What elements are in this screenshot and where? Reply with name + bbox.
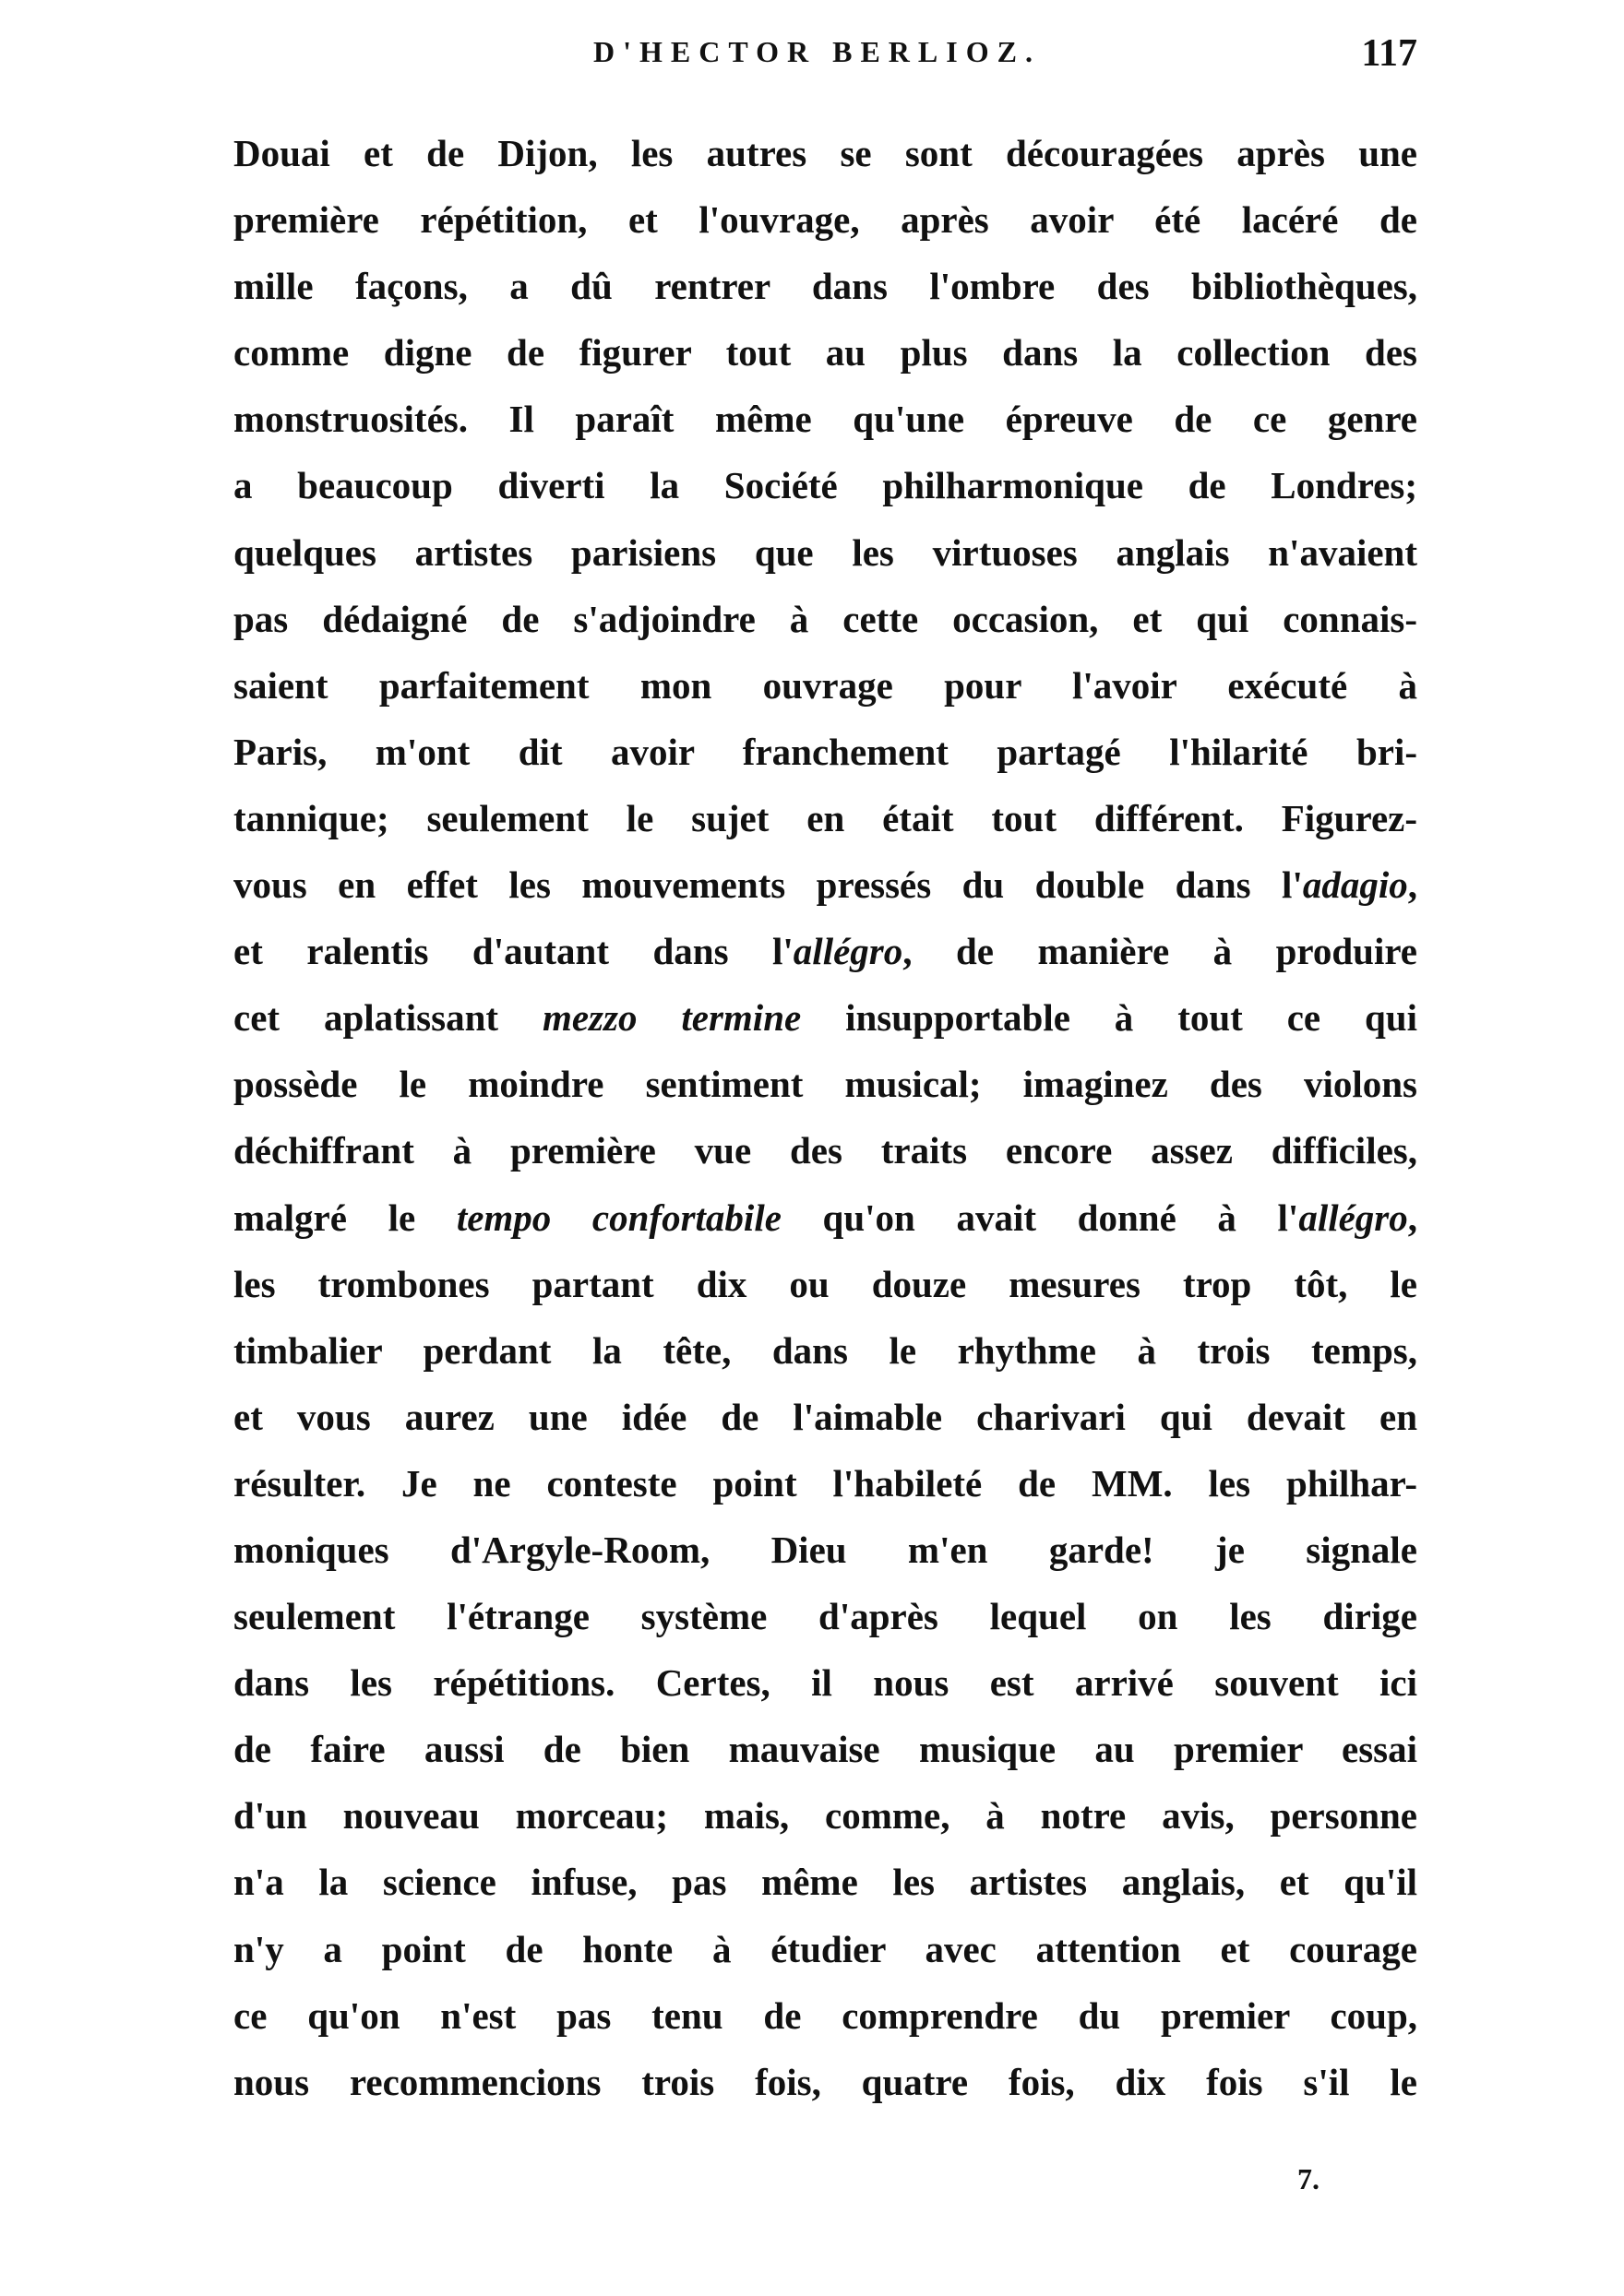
text-segment: et vous aurez une idée de l'aimable charivari qui devait en xyxy=(233,1395,1417,1438)
running-header xyxy=(233,32,1417,81)
text-segment: timbalier perdant la tête, dans le rhythme à trois temps, xyxy=(233,1328,1417,1372)
text-line xyxy=(233,990,1417,1056)
text-segment: possède le moindre sentiment musical; imaginez des violons xyxy=(233,1063,1417,1106)
text-segment: comme digne de figurer tout au plus dans la collection des xyxy=(233,331,1417,375)
text-segment: saient parfaitement mon ouvrage pour l'avoir exécuté à xyxy=(233,663,1417,707)
text-line xyxy=(233,1921,1417,1988)
text-line xyxy=(233,1123,1417,1189)
text-line xyxy=(233,1256,1417,1323)
text-line xyxy=(233,458,1417,524)
page-number: 117 xyxy=(1361,32,1417,75)
text-line xyxy=(233,923,1417,990)
text-line xyxy=(233,591,1417,658)
text-segment: d'un nouveau morceau; mais, comme, à notre avis, personne xyxy=(233,1794,1417,1838)
italic-text: tempo confortabile xyxy=(456,1196,782,1239)
body-text xyxy=(233,125,1417,2121)
text-segment: dans les répétitions. Certes, il nous est arrivé souvent ici xyxy=(233,1661,1417,1705)
text-segment: première répétition, et l'ouvrage, après avoir été lacéré de xyxy=(233,198,1417,242)
text-line xyxy=(233,391,1417,458)
italic-text: mezzo termine xyxy=(542,996,802,1040)
text-segment: n'a la science infuse, pas même les artistes anglais, et qu'il xyxy=(233,1861,1417,1904)
text-segment: malgré le xyxy=(233,1196,457,1239)
text-segment: cet aplatissant xyxy=(233,996,543,1040)
italic-text: allégro xyxy=(793,930,903,973)
text-segment: , xyxy=(1407,863,1417,907)
text-line xyxy=(233,325,1417,391)
text-segment: a beaucoup diverti la Société philharmonique de Londres; xyxy=(233,464,1417,507)
text-line xyxy=(233,1854,1417,1921)
text-line xyxy=(233,525,1417,591)
text-segment: insupportable à tout ce qui xyxy=(801,996,1418,1040)
text-segment: , xyxy=(1407,1196,1418,1239)
text-segment: et ralentis d'autant dans l' xyxy=(233,930,794,973)
text-line xyxy=(233,125,1417,192)
text-line xyxy=(233,1588,1417,1655)
text-line xyxy=(233,1190,1417,1256)
text-line xyxy=(233,1988,1417,2054)
text-segment: monstruosités. Il paraît même qu'une épreuve de ce genre xyxy=(233,398,1417,441)
text-segment: qu'on avait donné à l' xyxy=(781,1196,1299,1239)
running-title: D'HECTOR BERLIOZ. xyxy=(593,35,1041,68)
text-line xyxy=(233,192,1417,258)
italic-text: allégro xyxy=(1298,1196,1408,1239)
italic-text: adagio xyxy=(1302,863,1408,907)
text-segment: Paris, m'ont dit avoir franchement partagé l'hilarité bri- xyxy=(233,730,1417,773)
text-segment: , de manière à produire xyxy=(902,930,1417,973)
text-line xyxy=(233,1323,1417,1389)
text-segment: déchiffrant à première vue des traits encore assez difficiles, xyxy=(233,1129,1417,1172)
text-line xyxy=(233,1655,1417,1721)
text-line xyxy=(233,1721,1417,1788)
text-line xyxy=(233,1056,1417,1123)
text-line xyxy=(233,2054,1417,2121)
text-line xyxy=(233,1522,1417,1588)
text-line xyxy=(233,791,1417,857)
text-segment: Douai et de Dijon, les autres se sont découragées après une xyxy=(233,132,1417,174)
text-line xyxy=(233,258,1417,325)
text-segment: les trombones partant dix ou douze mesures trop tôt, le xyxy=(233,1262,1417,1305)
text-segment: n'y a point de honte à étudier avec attention et courage xyxy=(233,1927,1417,1970)
text-segment: pas dédaigné de s'adjoindre à cette occasion, et qui connais- xyxy=(233,597,1417,640)
text-segment: ce qu'on n'est pas tenu de comprendre du premier coup, xyxy=(233,1993,1417,2037)
text-segment: vous en effet les mouvements pressés du double dans l' xyxy=(233,863,1303,907)
text-segment: seulement l'étrange système d'après lequel on les dirige xyxy=(233,1595,1417,1638)
text-segment: quelques artistes parisiens que les virtuoses anglais n'avaient xyxy=(233,530,1417,574)
text-line xyxy=(233,658,1417,724)
text-line xyxy=(233,857,1417,923)
text-line xyxy=(233,1456,1417,1522)
text-segment: mille façons, a dû rentrer dans l'ombre des bibliothèques, xyxy=(233,265,1417,308)
text-line xyxy=(233,1389,1417,1456)
signature-mark: 7. xyxy=(1297,2162,1320,2195)
text-segment: tannique; seulement le sujet en était tout différent. Figurez- xyxy=(233,796,1417,839)
text-segment: de faire aussi de bien mauvaise musique au premier essai xyxy=(233,1728,1417,1771)
text-segment: résulter. Je ne conteste point l'habileté de MM. les philhar- xyxy=(233,1461,1417,1505)
text-line xyxy=(233,724,1417,791)
text-segment: moniques d'Argyle-Room, Dieu m'en garde! je signale xyxy=(233,1528,1417,1571)
text-segment: nous recommencions trois fois, quatre fois, dix fois s'il le xyxy=(233,2060,1417,2103)
text-line xyxy=(233,1788,1417,1854)
